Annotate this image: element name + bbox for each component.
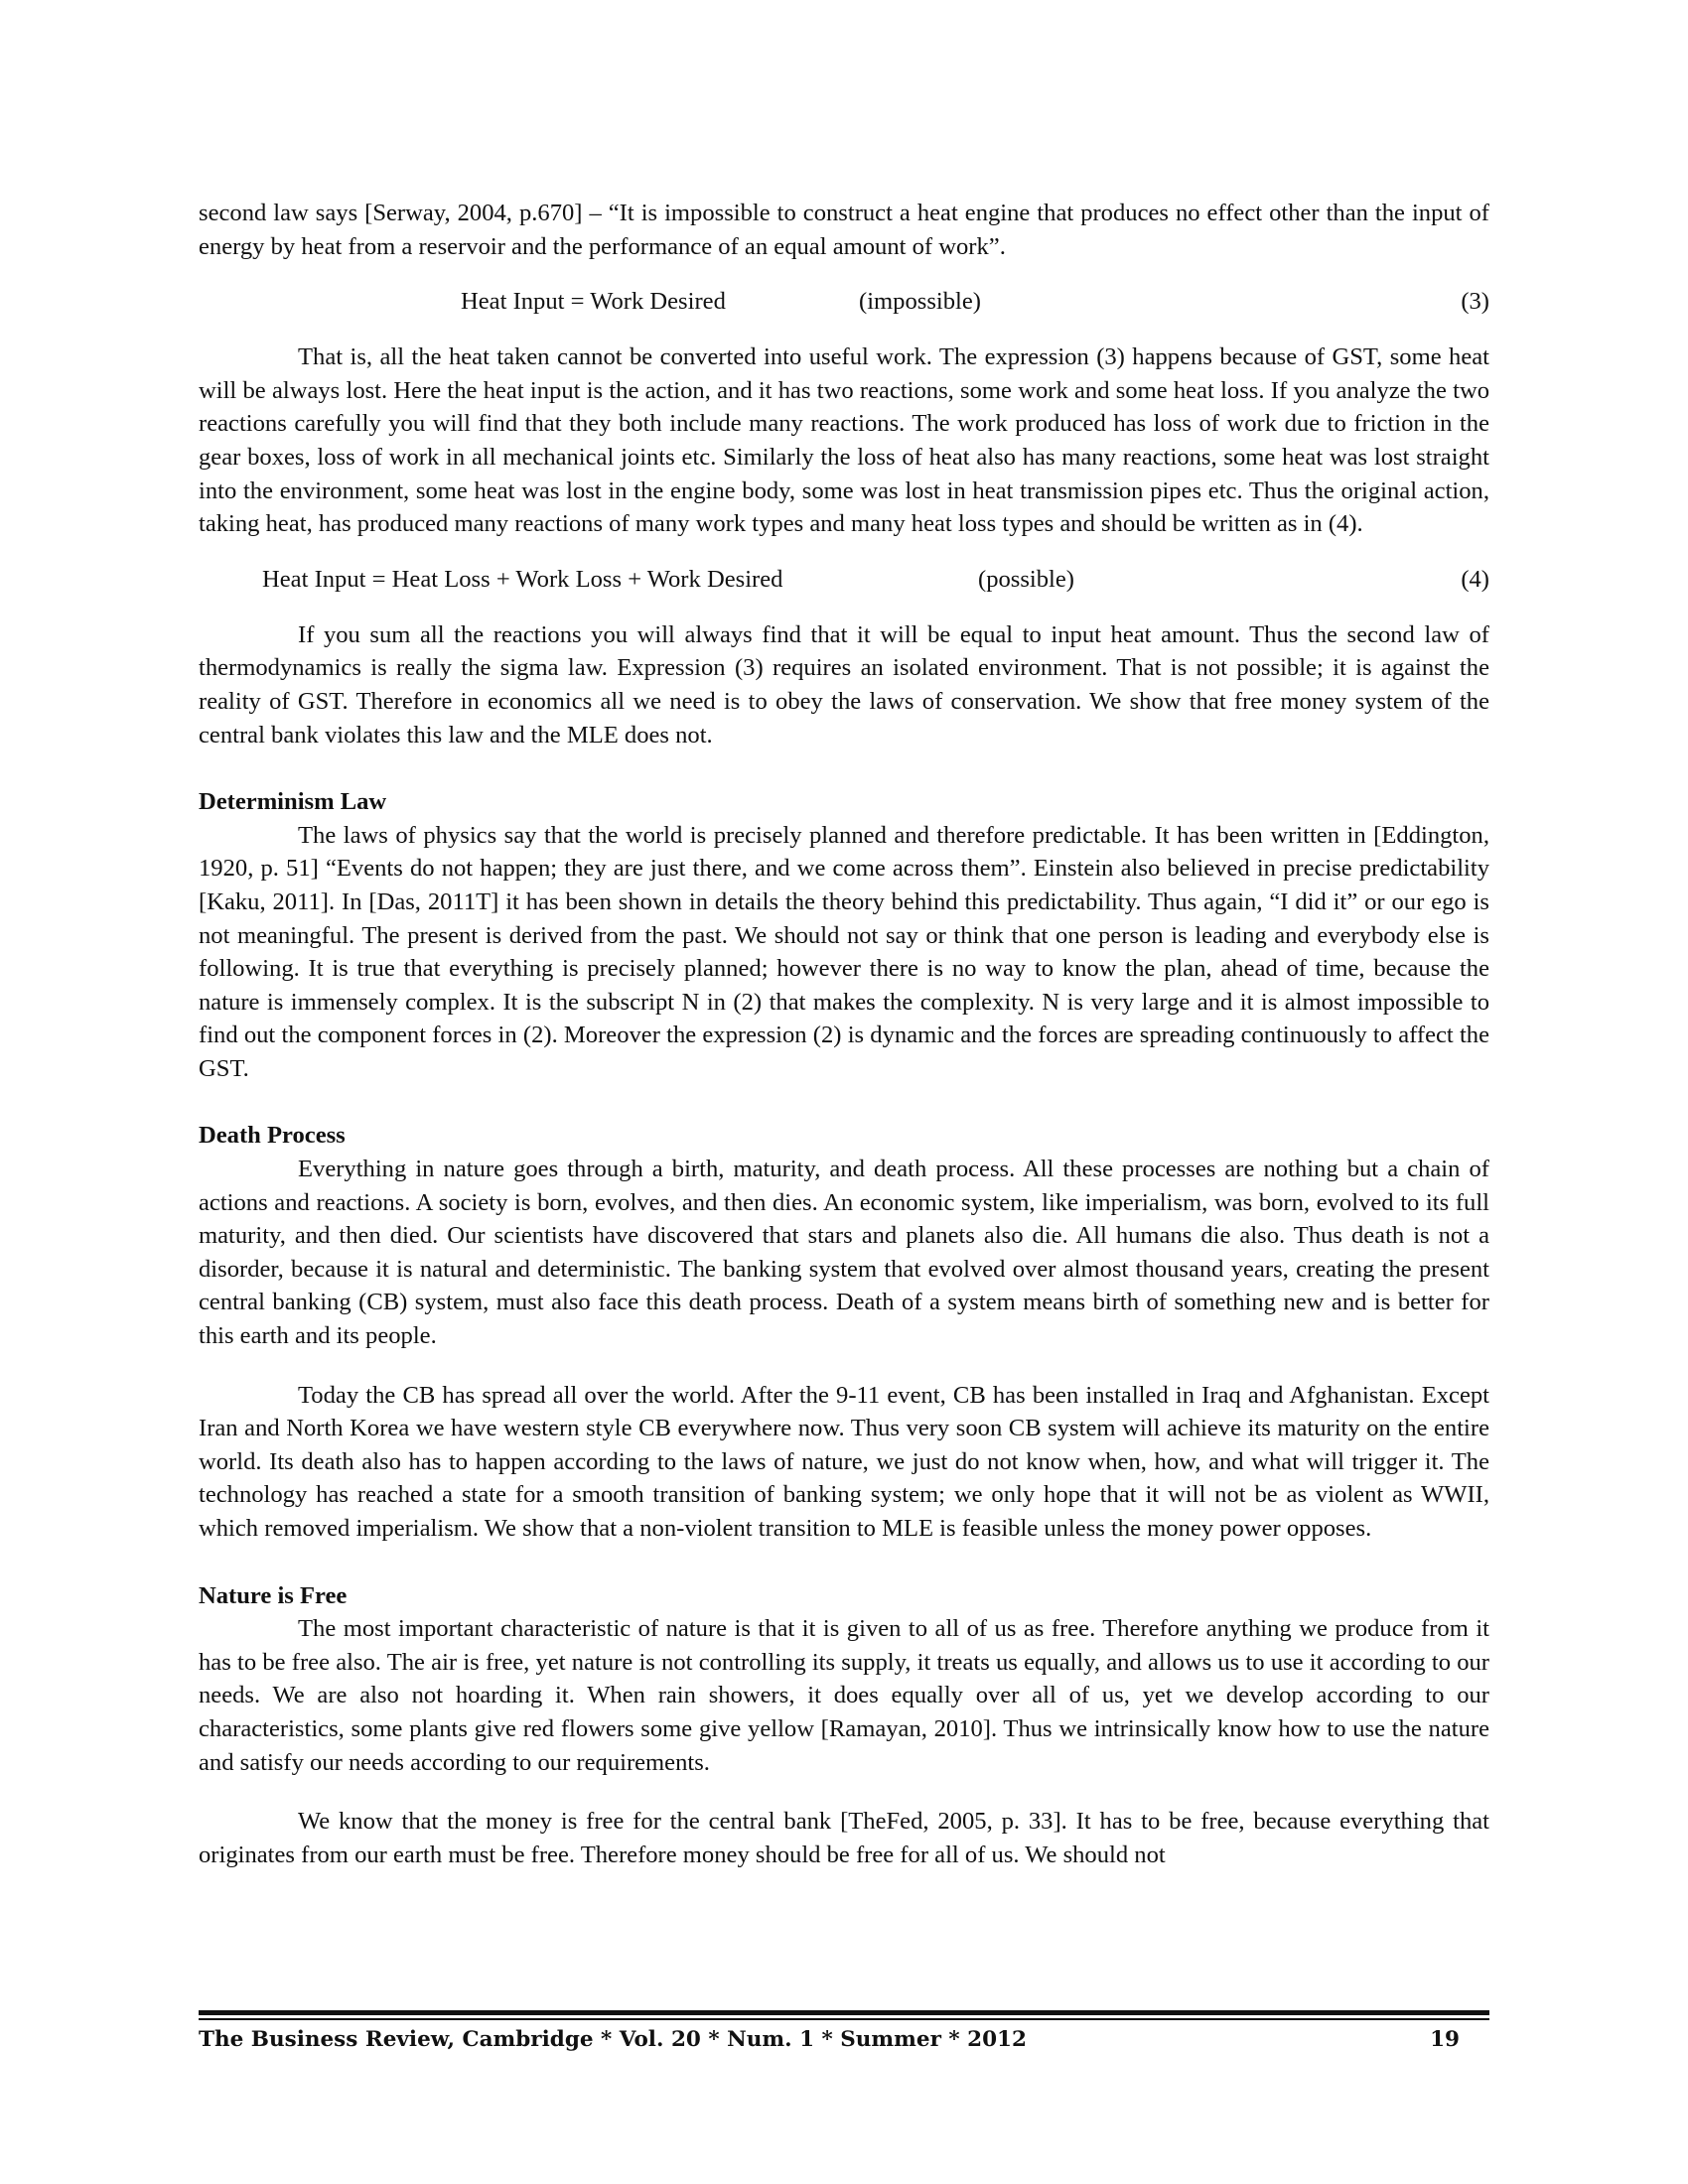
paragraph: We know that the money is free for the central bank [TheFed, 2005, p. 33]. It has to be free, because everything that originates from our earth must be free. Therefore money should be free for all of us. We should not: [199, 1808, 1489, 1868]
paragraph: If you sum all the reactions you will always find that it will be equal to input heat amount. Thus the second law of thermodynamics is really the sigma law. Expression (3) requires an isolated environment. That is not possible; it is against the reality of GST. Therefore in economics all we need is to obey the laws of conservation. We show that free money system of the central bank violates this law and the MLE does not.: [199, 620, 1489, 749]
equation-3: [199, 285, 1489, 319]
section-heading: Determinism Law: [199, 788, 387, 816]
footer-rule-thin: [199, 2018, 1489, 2020]
equation-note: (impossible): [859, 288, 981, 316]
equation-4: [199, 563, 1489, 597]
paragraph: second law says [Serway, 2004, p.670] – “It is impossible to construct a heat engine that produces no effect other than the input of energy by heat from a reservoir and the performance of an equal amount of work”.: [199, 200, 1489, 260]
section-heading: Nature is Free: [199, 1581, 348, 1609]
paragraph: Everything in nature goes through a birth, maturity, and death process. All these processes are nothing but a chain of actions and reactions. A society is born, evolves, and then dies. An economic system, like imperialism, was born, evolved to its full maturity, and then died. Our scientists have discovered that stars and planets also die. All humans die also. Thus death is not a disorder, because it is natural and deterministic. The banking system that evolved over almost thousand years, creating the present central banking (CB) system, must also face this death process. Death of a system means birth of something new and is better for this earth and its people.: [199, 1156, 1489, 1350]
section-heading: Death Process: [199, 1122, 346, 1150]
article-body: [199, 197, 1489, 1871]
journal-citation: The Business Review, Cambridge * Vol. 20 * Num. 1 * Summer * 2012: [199, 2027, 1027, 2052]
equation-note: (possible): [978, 565, 1074, 593]
equation-expression: Heat Input = Work Desired: [461, 288, 726, 316]
footer-rule: [199, 2010, 1489, 2015]
paragraph: The most important characteristic of nature is that it is given to all of us as free. Therefore anything we produce from it has to be free also. The air is free, yet nature is not controlling its supply, it treats us equally, and allows us to use it according to our needs. We are also not hoarding it. When rain showers, it does equally over all of us, yet we develop according to our characteristics, some plants give red flowers some give yellow [Ramayan, 2010]. Thus we intrinsically know how to use the nature and satisfy our needs according to our requirements.: [199, 1615, 1489, 1776]
equation-expression: Heat Input = Heat Loss + Work Loss + Work Desired: [262, 565, 783, 593]
equation-number: (3): [1461, 288, 1489, 316]
paragraph: The laws of physics say that the world is precisely planned and therefore predictable. It has been written in [Eddington, 1920, p. 51] “Events do not happen; they are just there, and we come across them”. Einstein also believed in precise predictability [Kaku, 2011]. In [Das, 2011T] it has been shown in details the theory behind this predictability. Thus again, “I did it” or our ego is not meaningful. The present is derived from the past. We should not say or think that one person is leading and everybody else is following. It is true that everything is precisely planned; however there is no way to know the plan, ahead of time, because the nature is immensely complex. It is the subscript N in (2) that makes the complexity. N is very large and it is almost impossible to find out the component forces in (2). Moreover the expression (2) is dynamic and the forces are spreading continuously to affect the GST.: [199, 821, 1489, 1082]
paragraph: That is, all the heat taken cannot be converted into useful work. The expression (3) happens because of GST, some heat will be always lost. Here the heat input is the action, and it has two reactions, some work and some heat loss. If you analyze the two reactions carefully you will find that they both include many reactions. The work produced has loss of work due to friction in the gear boxes, loss of work in all mechanical joints etc. Similarly the loss of heat also has many reactions, some heat was lost straight into the environment, some heat was lost in the engine body, some was lost in heat transmission pipes etc. Thus the original action, taking heat, has produced many reactions of many work types and many heat loss types and should be written as in (4).: [199, 343, 1489, 538]
page-number: 19: [1430, 2027, 1460, 2052]
page-footer: [199, 2025, 1460, 2055]
equation-number: (4): [1461, 565, 1489, 593]
paragraph: Today the CB has spread all over the world. After the 9-11 event, CB has been installed in Iraq and Afghanistan. Except Iran and North Korea we have western style CB everywhere now. Thus very soon CB system will achieve its maturity on the entire world. Its death also has to happen according to the laws of nature, we just do not know when, how, and what will trigger it. The technology has reached a state for a smooth transition of banking system; we only hope that it will not be as violent as WWII, which removed imperialism. We show that a non-violent transition to MLE is feasible unless the money power opposes.: [199, 1381, 1489, 1542]
